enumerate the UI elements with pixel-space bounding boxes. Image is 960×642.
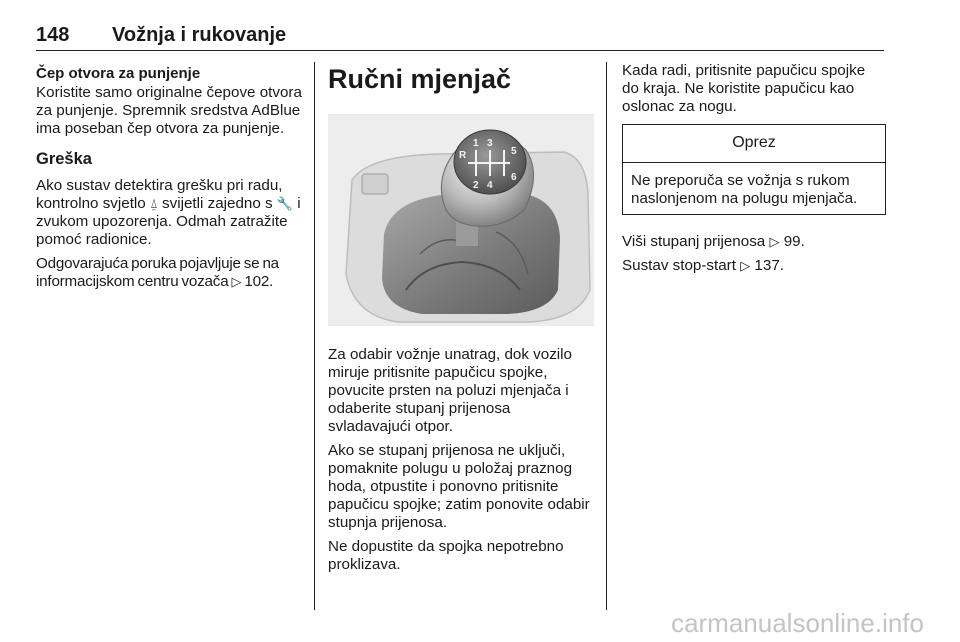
caution-body bbox=[623, 163, 885, 214]
column-divider-2 bbox=[606, 62, 607, 610]
page-header bbox=[36, 24, 884, 52]
reference-arrow-icon: ▷ bbox=[769, 234, 780, 249]
subheading-filler-cap: Čep otvora za punjenje bbox=[36, 65, 201, 82]
heading-fault: Greška bbox=[36, 150, 92, 168]
paragraph-clutch-slip: Ne dopustite da spojka nepotrebno proklizava. bbox=[328, 538, 564, 573]
warning-lamp-icon: ⍙ bbox=[149, 196, 158, 211]
gear-lever-illustration bbox=[328, 114, 594, 326]
heading-manual-transmission: Ručni mjenjač bbox=[328, 64, 512, 94]
reference-stop-start: Sustav stop-start ▷ 137. bbox=[622, 257, 784, 274]
caution-title: Oprez bbox=[623, 125, 885, 163]
gear-label-1: 1 bbox=[473, 138, 479, 149]
caution-box bbox=[622, 124, 886, 215]
reference-higher-gear: Viši stupanj prijenosa ▷ 99. bbox=[622, 233, 805, 250]
gear-label-2: 2 bbox=[473, 180, 479, 191]
paragraph-filler-cap: Koristite samo originalne čepove otvora za punjenje. Spremnik sredstva AdBlue ima poseban čep otvora za punjenje. bbox=[36, 84, 302, 137]
paragraph-driver-info: Odgovarajuća poruka pojavljuje se na informacijskom centru vozača ▷ 102. bbox=[36, 255, 279, 290]
reference-arrow-icon: ▷ bbox=[231, 274, 242, 289]
wrench-icon: 🔧 bbox=[276, 196, 294, 211]
column-divider-1 bbox=[314, 62, 315, 610]
page-number: 148 bbox=[36, 24, 70, 46]
chapter-title: Vožnja i rukovanje bbox=[112, 24, 287, 46]
gear-label-6: 6 bbox=[511, 172, 517, 183]
gear-label-3: 3 bbox=[487, 138, 493, 149]
gear-label-5: 5 bbox=[511, 146, 517, 157]
paragraph-gear-not-engaging: Ako se stupanj prijenosa ne uključi, pomaknite polugu u položaj praznog hoda, otpustite i ponovno pritisnite papučicu spojke; zatim ponovite odabir stupnja prijenosa. bbox=[328, 442, 590, 531]
header-divider bbox=[36, 50, 884, 51]
column-right bbox=[622, 62, 886, 281]
paragraph-clutch-pedal: Kada radi, pritisnite papučicu spojke do kraja. Ne koristite papučicu kao oslonac za nogu. bbox=[622, 62, 866, 115]
paragraph-fault: Ako sustav detektira grešku pri radu, kontrolno svjetlo ⍙ svijetli zajedno s 🔧 i zvukom upozorenja. Odmah zatražite pomoć radionice. bbox=[36, 177, 301, 248]
column-middle bbox=[328, 62, 594, 580]
column-left bbox=[36, 62, 302, 297]
paragraph-reverse-gear: Za odabir vožnje unatrag, dok vozilo miruje pritisnite papučicu spojke, povucite prsten na poluzi mjenjača i odaberite stupanj prijenosa svladavajući otpor. bbox=[328, 346, 572, 435]
reference-arrow-icon: ▷ bbox=[740, 258, 751, 273]
gear-label-4: 4 bbox=[487, 180, 493, 191]
watermark: carmanualsonline.info bbox=[671, 608, 924, 638]
caution-text: Ne preporuča se vožnja s rukom naslonjenom na polugu mjenjača. bbox=[631, 172, 858, 207]
gear-label-r: R bbox=[459, 150, 467, 161]
